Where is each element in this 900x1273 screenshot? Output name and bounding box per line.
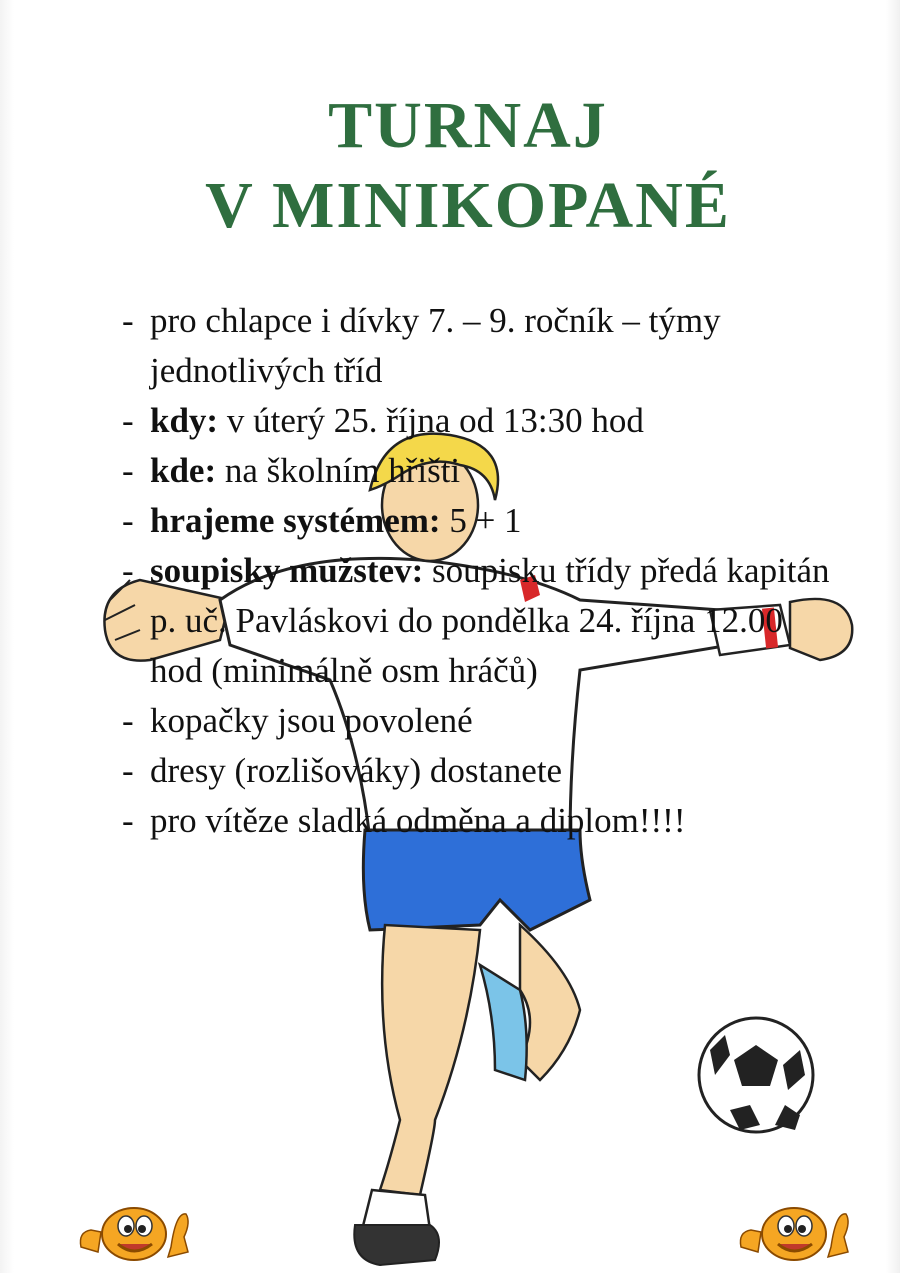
poster-title-line1: TURNAJ (328, 89, 608, 162)
item-label: hrajeme systémem: (150, 501, 441, 540)
item-text: kopačky jsou povolené (150, 701, 473, 740)
list-item: - soupisky mužstev: soupisku třídy předá kapitán p. uč. Pavláskovi do pondělka 24. října 12.00 hod (minimálně osm hráčů) (122, 551, 830, 690)
item-text: v úterý 25. října od 13:30 hod (218, 401, 644, 440)
item-text: pro chlapce i dívky 7. – 9. ročník – týmy jednotlivých tříd (150, 301, 721, 390)
thumbs-up-smiley-icon (736, 1192, 856, 1262)
list-item: - pro vítěze sladká odměna a diplom!!!! (122, 801, 686, 840)
list-item: - kde: na školním hřišti (122, 451, 461, 490)
list-item: - pro chlapce i dívky 7. – 9. ročník – týmy jednotlivých tříd (122, 301, 721, 390)
item-label: soupisky mužstev: (150, 551, 424, 590)
item-text: na školním hřišti (216, 451, 461, 490)
info-list (122, 296, 842, 846)
soccer-ball-icon (699, 1018, 813, 1132)
item-label: kdy: (150, 401, 219, 440)
item-text: pro vítěze sladká odměna a diplom!!!! (150, 801, 686, 840)
list-item: - hrajeme systémem: 5 + 1 (122, 501, 522, 540)
item-text: 5 + 1 (440, 501, 522, 540)
thumbs-up-smiley-icon (76, 1192, 196, 1262)
item-label: kde: (150, 451, 217, 490)
poster-title-line2: V MINIKOPANÉ (205, 169, 731, 242)
list-item: - kdy: v úterý 25. října od 13:30 hod (122, 401, 644, 440)
item-text: dresy (rozlišováky) dostanete (150, 751, 563, 790)
list-item: - dresy (rozlišováky) dostanete (122, 751, 563, 790)
list-item: - kopačky jsou povolené (122, 701, 473, 740)
item-text: soupisku třídy předá kapitán p. uč. Pavláskovi do pondělka 24. října 12.00 hod (minimálně osm hráčů) (150, 551, 830, 690)
